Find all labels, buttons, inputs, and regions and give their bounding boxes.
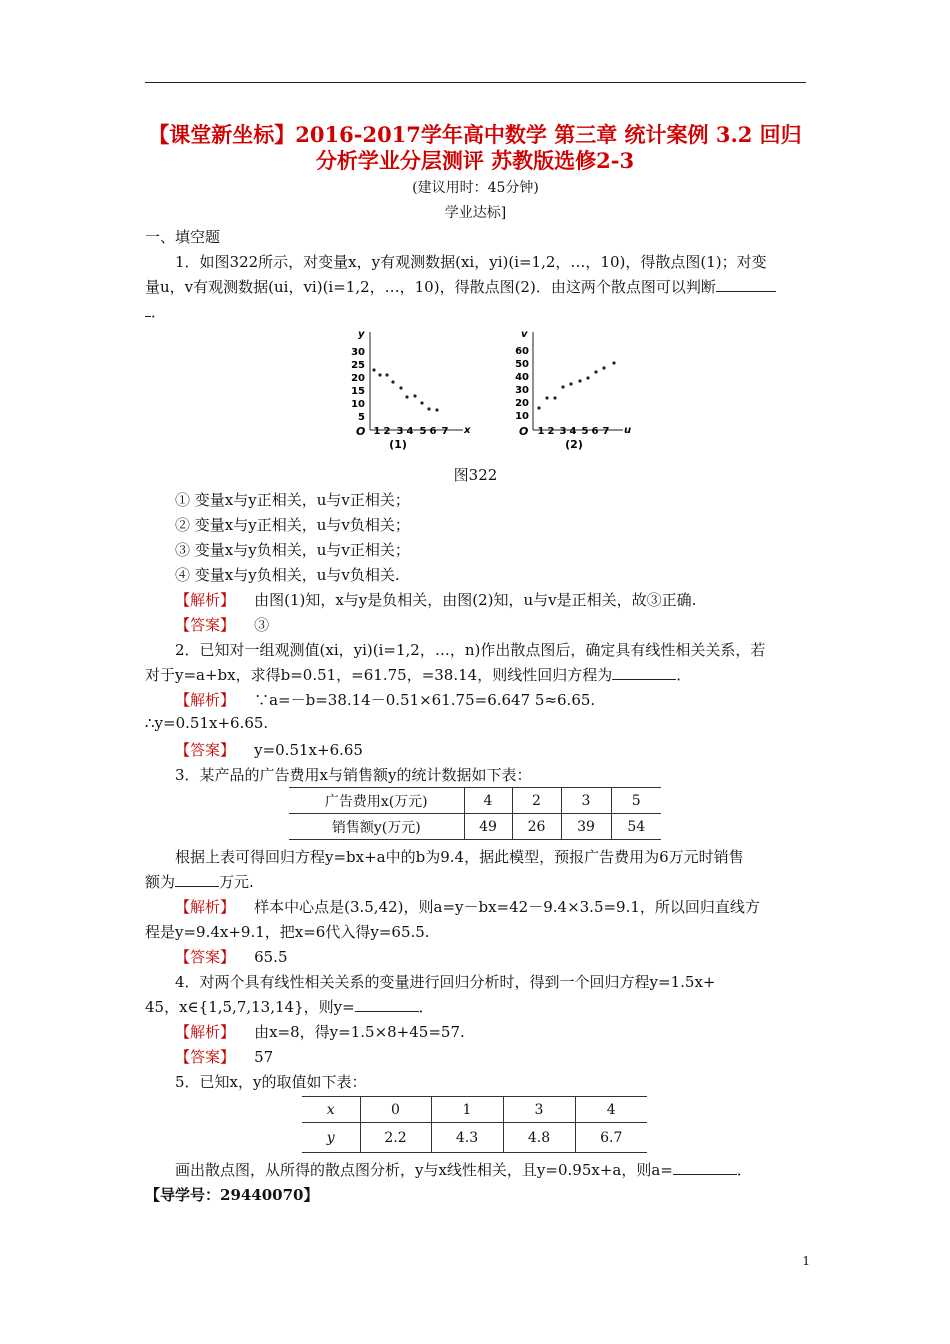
- document-title: [130, 122, 820, 174]
- q1-option-1: ① 变量x与y正相关，u与v正相关；: [175, 491, 410, 509]
- plot1-x-label: x: [464, 425, 471, 436]
- table-cell: y: [302, 1123, 360, 1153]
- table-cell: 2.2: [360, 1123, 431, 1153]
- q5-line-1: 5．已知x，y的取值如下表：: [175, 1073, 367, 1091]
- analysis-label: 【解析】: [175, 898, 236, 916]
- q1-line-3: [145, 301, 809, 322]
- answer-label: 【答案】: [175, 948, 236, 966]
- figure-caption: 图322: [453, 466, 498, 484]
- plot1-panel-label: (1): [389, 438, 407, 451]
- q3-analysis: [145, 896, 839, 917]
- q3-line-3: [145, 871, 809, 892]
- q4-answer: [145, 1046, 839, 1067]
- table-cell: 4: [464, 788, 512, 814]
- plot2-x-tick: 3: [559, 426, 567, 437]
- plot2-y-tick: 50: [515, 359, 529, 370]
- q3-analysis-2: 程是y=9.4x+9.1，把x=6代入得y=65.5.: [145, 923, 430, 941]
- table-cell: 销售额y(万元): [289, 814, 464, 840]
- scatter-figure-322: [340, 322, 640, 458]
- q3-line-3-start: 额为: [145, 873, 176, 891]
- plot1-point: [372, 368, 375, 371]
- analysis-text: 样本中心点是(3.5,42)，则a=y－bx=42－9.4×3.5=9.1，所以回归直线方: [254, 898, 760, 916]
- answer-label: 【答案】: [175, 1048, 236, 1066]
- plot2-x-label: u: [624, 425, 632, 436]
- plot1-y-tick: 30: [351, 347, 365, 358]
- q2-line-2-text: 对于y=a+bx，求得b=0.51，=61.75，=38.14，则线性回归方程为: [145, 666, 613, 684]
- plot1-y-tick: 10: [351, 399, 365, 410]
- q2-line-1: 2．已知对一组观测值(xi，yi)(i=1,2，…，n)作出散点图后，确定具有线性相关关系，若: [175, 641, 766, 659]
- analysis-text: ∵a=－b=38.14－0.51×61.75=6.647 5≈6.65.: [254, 691, 596, 709]
- table-cell: 39: [561, 814, 611, 840]
- plot2-point: [537, 406, 540, 409]
- q4-line-1: 4．对两个具有线性相关关系的变量进行回归分析时，得到一个回归方程y=1.5x+: [175, 973, 716, 991]
- plot1-x-tick: 5: [419, 426, 427, 437]
- analysis-label: 【解析】: [175, 1023, 236, 1041]
- plot1-x-tick: 3: [396, 426, 404, 437]
- plot1-x-tick: 4: [406, 426, 414, 437]
- q3-line-2: 根据上表可得回归方程y=bx+a中的b为9.4，据此模型，预报广告费用为6万元时销售: [175, 848, 744, 866]
- q4-analysis: [145, 1021, 839, 1042]
- answer-blank: [673, 1160, 737, 1175]
- answer-blank: [716, 277, 776, 292]
- plot1-x-tick: 6: [429, 426, 437, 437]
- plot2-y-tick: 40: [515, 372, 529, 383]
- header-rule: [145, 82, 806, 83]
- answer-label: 【答案】: [175, 616, 236, 634]
- plot2-origin: O: [519, 425, 529, 438]
- q5-line-2: [145, 1159, 839, 1180]
- plot1-x-tick: 1: [373, 426, 381, 437]
- q4-line-2-end: ．: [418, 998, 434, 1016]
- q1-option-4: ④ 变量x与y负相关，u与v负相关.: [175, 566, 400, 584]
- q5-line-2-end: ．: [736, 1161, 752, 1179]
- table-cell: 4: [575, 1097, 647, 1123]
- page-number: 1: [802, 1254, 810, 1268]
- q3-answer: [145, 946, 839, 967]
- plot1-point: [391, 380, 394, 383]
- title-line-1: 【课堂新坐标】2016-2017学年高中数学 第三章 统计案例 3.2 回归: [148, 122, 802, 147]
- plot2-x-tick: 7: [602, 426, 610, 437]
- plot2-x-tick: 6: [591, 426, 599, 437]
- analysis-text: 由图(1)知，x与y是负相关，由图(2)知，u与v是正相关，故③正确.: [254, 591, 697, 609]
- analysis-label: 【解析】: [175, 691, 236, 709]
- plot1-y-tick: 15: [351, 386, 365, 397]
- analysis-text: 由x=8，得y=1.5×8+45=57.: [254, 1023, 465, 1041]
- q1-line-2: [145, 276, 809, 297]
- answer-text: 65.5: [254, 948, 288, 966]
- plot2-x-tick: 4: [569, 426, 577, 437]
- plot1-point: [399, 386, 402, 389]
- q2-answer: [145, 739, 839, 760]
- scatter-plot-1: [351, 329, 471, 451]
- q2-analysis-2: ∴y=0.51x+6.65.: [145, 714, 269, 732]
- q1-option-2: ② 变量x与y正相关，u与v负相关；: [175, 516, 410, 534]
- table-cell: 26: [512, 814, 561, 840]
- plot1-point: [427, 407, 430, 410]
- table-row: [289, 788, 661, 814]
- plot1-y-tick: 20: [351, 373, 365, 384]
- table-cell: 3: [561, 788, 611, 814]
- table-cell: 49: [464, 814, 512, 840]
- table-cell: 3: [503, 1097, 575, 1123]
- scatter-plot-2: [515, 329, 631, 451]
- table-cell: 0: [360, 1097, 431, 1123]
- answer-text: y=0.51x+6.65: [254, 741, 363, 759]
- table-cell: 1: [431, 1097, 503, 1123]
- table-row: [302, 1123, 647, 1153]
- plot1-origin: O: [356, 425, 366, 438]
- plot1-x-tick: 7: [441, 426, 449, 437]
- plot2-x-tick: 2: [547, 426, 555, 437]
- table-row: [302, 1097, 647, 1123]
- q1-line-1: 1．如图322所示，对变量x，y有观测数据(xi，yi)(i=1,2，…，10)，得散点图(1)；对变: [175, 253, 767, 271]
- plot2-x-tick: 1: [537, 426, 545, 437]
- q2-analysis: [145, 689, 839, 710]
- analysis-label: 【解析】: [175, 591, 236, 609]
- q2-line-2: [145, 664, 809, 685]
- plot1-y-tick: 5: [358, 412, 365, 423]
- plot2-y-tick: 60: [515, 346, 529, 357]
- table-cell: 4.3: [431, 1123, 503, 1153]
- q1-line-2-text: 量u，v有观测数据(ui，vi)(i=1,2，…，10)，得散点图(2)．由这两个散点图可以判断: [145, 278, 716, 296]
- plot2-panel-label: (2): [565, 438, 583, 451]
- plot1-point: [385, 373, 388, 376]
- answer-text: ③: [254, 616, 270, 634]
- plot1-x-tick: 2: [383, 426, 391, 437]
- plot2-point: [553, 396, 556, 399]
- table-cell: 54: [611, 814, 661, 840]
- plot2-point: [586, 376, 589, 379]
- plot2-point: [612, 361, 615, 364]
- plot2-x-tick: 5: [581, 426, 589, 437]
- plot2-y-label: v: [521, 329, 528, 340]
- answer-blank: [612, 665, 676, 680]
- plot2-point: [602, 366, 605, 369]
- plot1-point: [413, 394, 416, 397]
- section-heading: 学业达标]: [444, 205, 507, 221]
- q3-data-table: [289, 787, 661, 840]
- plot1-y-label: y: [358, 329, 365, 340]
- q2-line-2-end: ．: [676, 666, 692, 684]
- q1-option-3: ③ 变量x与y负相关，u与v正相关；: [175, 541, 410, 559]
- plot2-point: [545, 396, 548, 399]
- plot2-point: [594, 370, 597, 373]
- q1-answer: [145, 614, 839, 635]
- title-line-2: 分析学业分层测评 苏教版选修2-3: [315, 148, 635, 173]
- plot2-point: [569, 382, 572, 385]
- table-cell: x: [302, 1097, 360, 1123]
- suggested-time: (建议用时：45分钟): [412, 180, 539, 196]
- plot2-y-tick: 30: [515, 385, 529, 396]
- plot1-point: [420, 401, 423, 404]
- table-row: [289, 814, 661, 840]
- plot2-y-tick: 20: [515, 398, 529, 409]
- table-cell: 4.8: [503, 1123, 575, 1153]
- plot1-point: [435, 408, 438, 411]
- q4-line-2-text: 45，x∈{1,5,7,13,14}，则y=: [145, 998, 355, 1016]
- q4-line-2: [145, 996, 809, 1017]
- answer-blank: [355, 997, 419, 1012]
- plot2-point: [578, 379, 581, 382]
- table-cell: 6.7: [575, 1123, 647, 1153]
- table-cell: 5: [611, 788, 661, 814]
- answer-text: 57: [254, 1048, 274, 1066]
- q1-analysis: [145, 589, 839, 610]
- q3-line-3-end: 万元.: [219, 873, 254, 891]
- q5-guide-number: 【导学号：29440070】: [145, 1186, 319, 1204]
- q3-line-1: 3．某产品的广告费用x与销售额y的统计数据如下表：: [175, 766, 532, 784]
- plot1-point: [378, 373, 381, 376]
- answer-blank: [175, 872, 219, 887]
- plot2-point: [561, 385, 564, 388]
- table-cell: 广告费用x(万元): [289, 788, 464, 814]
- part-heading: 一、填空题: [145, 228, 221, 246]
- q5-line-2-text: 画出散点图，从所得的散点图分析，y与x线性相关，且y=0.95x+a，则a=: [175, 1161, 673, 1179]
- table-cell: 2: [512, 788, 561, 814]
- plot1-point: [405, 395, 408, 398]
- q5-data-table: [302, 1096, 647, 1153]
- q1-line-3-end: ．: [151, 303, 167, 321]
- plot2-y-tick: 10: [515, 411, 529, 422]
- answer-label: 【答案】: [175, 741, 236, 759]
- plot1-y-tick: 25: [351, 360, 365, 371]
